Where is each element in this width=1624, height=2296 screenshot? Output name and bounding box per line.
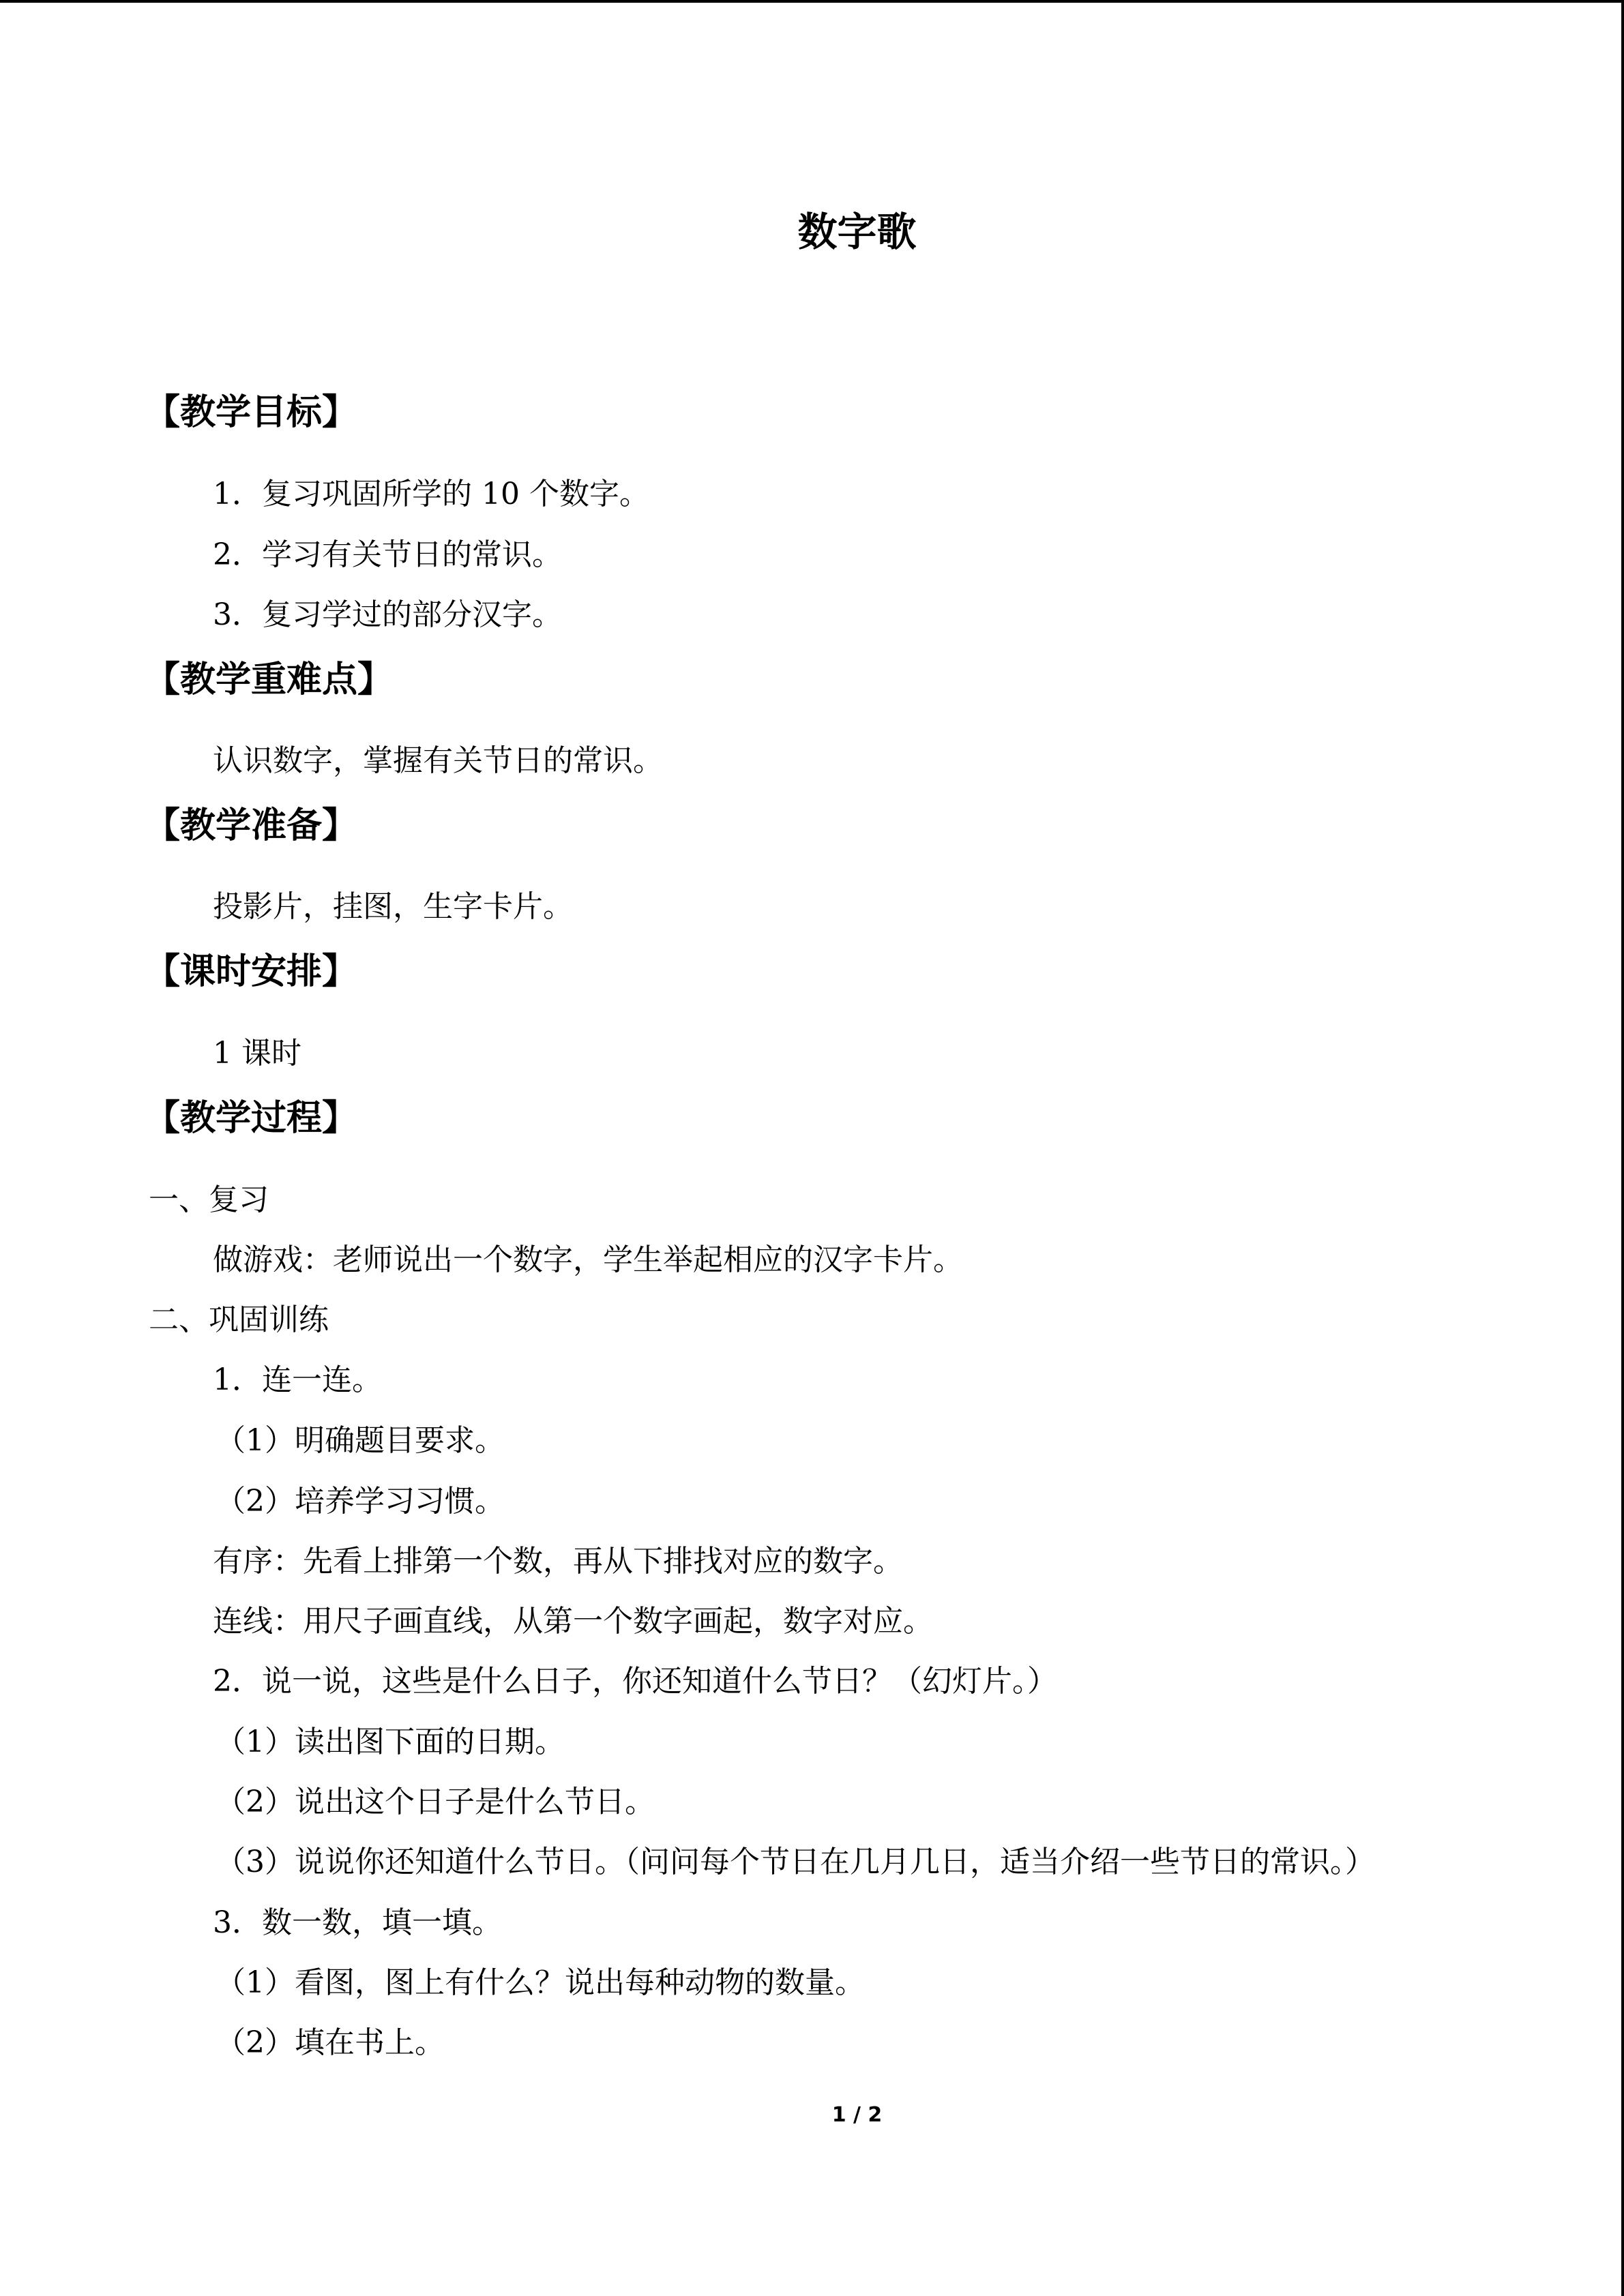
process-line: （1）明确题目要求。 [216,1423,505,1458]
process-part1-title: 一、复习 [149,1182,269,1217]
process-part2-title: 二、巩固训练 [149,1302,329,1337]
page-top-border [0,0,1624,3]
heading-schedule: 【课时安排】 [145,951,358,992]
process-line: 连线：用尺子画直线，从第一个数字画起，数字对应。 [213,1604,933,1639]
process-line: （1）看图，图上有什么？说出每种动物的数量。 [216,1965,865,2000]
heading-preparation: 【教学准备】 [145,805,358,846]
process-line: （3）说说你还知道什么节日。（问问每个节日在几月几日，适当介绍一些节日的常识。） [216,1845,1375,1879]
heading-process: 【教学过程】 [145,1098,358,1139]
page-right-border [1621,0,1624,2296]
process-line: （2）填在书上。 [216,2025,445,2060]
goal-item-3: 3．复习学过的部分汉字。 [213,597,562,632]
heading-key-points: 【教学重难点】 [145,659,394,700]
document-title: 数字歌 [797,209,917,255]
process-line: （2）说出这个日子是什么节日。 [216,1785,655,1819]
key-points-text: 认识数字，掌握有关节日的常识。 [213,743,663,778]
page-number: 1 / 2 [831,2103,883,2127]
process-line: 3．数一数，填一填。 [213,1905,502,1940]
process-line: 1．连一连。 [213,1362,382,1397]
process-line: 有序：先看上排第一个数，再从下排找对应的数字。 [213,1544,903,1579]
process-line: （1）读出图下面的日期。 [216,1725,565,1759]
goal-item-2: 2．学习有关节日的常识。 [213,537,562,572]
process-part1-text: 做游戏：老师说出一个数字，学生举起相应的汉字卡片。 [213,1242,963,1277]
heading-teaching-goals: 【教学目标】 [145,392,358,433]
schedule-text: 1 课时 [213,1036,301,1071]
goal-item-1: 1．复习巩固所学的 10 个数字。 [213,477,649,511]
process-line: 2．说一说，这些是什么日子，你还知道什么节日？（幻灯片。） [213,1664,1057,1699]
preparation-text: 投影片，挂图，生字卡片。 [213,889,573,924]
process-line: （2）培养学习习惯。 [216,1484,505,1519]
